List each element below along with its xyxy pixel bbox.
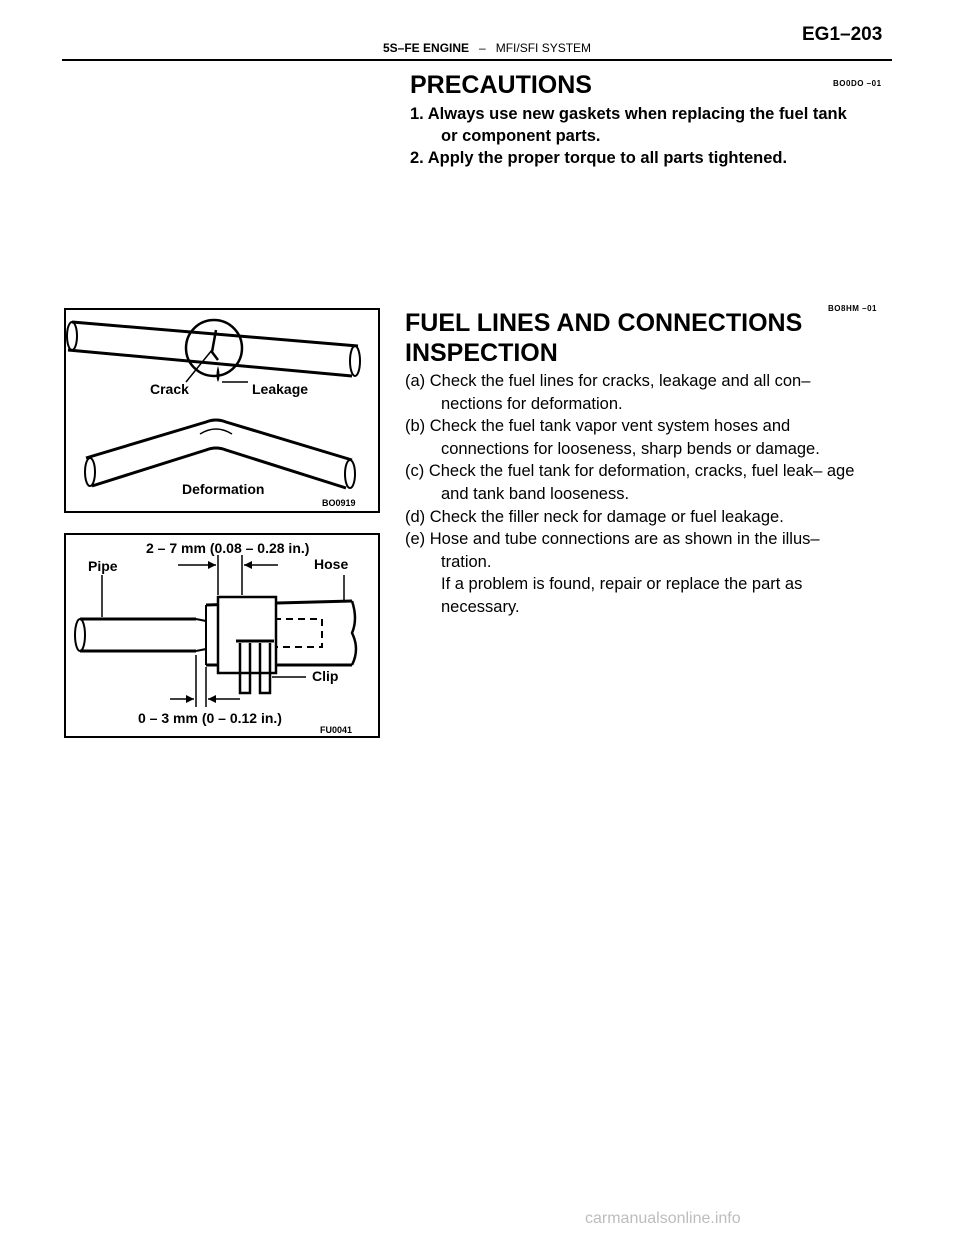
precautions-list bbox=[410, 103, 850, 169]
inspection-item: (d) Check the filler neck for damage or fuel leakage. bbox=[405, 507, 784, 526]
clip-band bbox=[218, 597, 276, 673]
precaution-item: 2. Apply the proper torque to all parts tightened. bbox=[410, 149, 788, 167]
inspection-item: (e) Hose and tube connections are as shown in the illus– tration. bbox=[405, 530, 820, 571]
label-hose: Hose bbox=[314, 556, 349, 572]
label-clip: Clip bbox=[312, 668, 339, 684]
inspection-item: (c) Check the fuel tank for deformation, cracks, fuel leak– age and tank band looseness. bbox=[405, 462, 855, 503]
precautions-code: BO0DO –01 bbox=[833, 79, 882, 88]
figure2-id: FU0041 bbox=[320, 725, 353, 735]
page-number: EG1–203 bbox=[802, 24, 883, 45]
label-dim-top: 2 – 7 mm (0.08 – 0.28 in.) bbox=[146, 540, 310, 556]
figure-hose-connection bbox=[64, 533, 380, 738]
figure1-id: BO0919 bbox=[322, 498, 356, 508]
fuel-line-illustration bbox=[66, 310, 378, 511]
inspection-item: (a) Check the fuel lines for cracks, leakage and all con– nections for deformation. bbox=[405, 372, 811, 413]
inspection-note: If a problem is found, repair or replace the part as necessary. bbox=[441, 575, 803, 616]
header-system: MFI/SFI SYSTEM bbox=[495, 41, 592, 55]
label-leakage: Leakage bbox=[252, 381, 309, 397]
label-dim-bottom: 0 – 3 mm (0 – 0.12 in.) bbox=[138, 710, 282, 726]
inspection-title-line2: INSPECTION bbox=[405, 339, 558, 367]
crack-circle bbox=[186, 320, 242, 376]
label-crack: Crack bbox=[150, 381, 189, 397]
inspection-item: (b) Check the fuel tank vapor vent system hoses and connections for looseness, sharp bends or damage. bbox=[405, 417, 820, 458]
figure-fuel-line-damage bbox=[64, 308, 380, 513]
footer-watermark: carmanualsonline.info bbox=[585, 1210, 741, 1227]
inspection-code: BO8HM –01 bbox=[828, 304, 877, 313]
hose-connection-illustration bbox=[66, 535, 378, 736]
inspection-list bbox=[405, 370, 855, 619]
label-pipe: Pipe bbox=[88, 558, 118, 574]
precautions-title: PRECAUTIONS bbox=[410, 71, 592, 99]
header-engine: 5S–FE ENGINE bbox=[383, 41, 470, 55]
header-separator: – bbox=[479, 41, 486, 55]
label-deformation: Deformation bbox=[182, 481, 265, 497]
leak-drop bbox=[217, 366, 220, 382]
header-section-label bbox=[383, 41, 591, 55]
header-rule bbox=[62, 59, 892, 61]
inspection-title-line1: FUEL LINES AND CONNECTIONS bbox=[405, 309, 803, 337]
precaution-item: 1. Always use new gaskets when replacing the fuel tank or component parts. bbox=[410, 105, 847, 145]
